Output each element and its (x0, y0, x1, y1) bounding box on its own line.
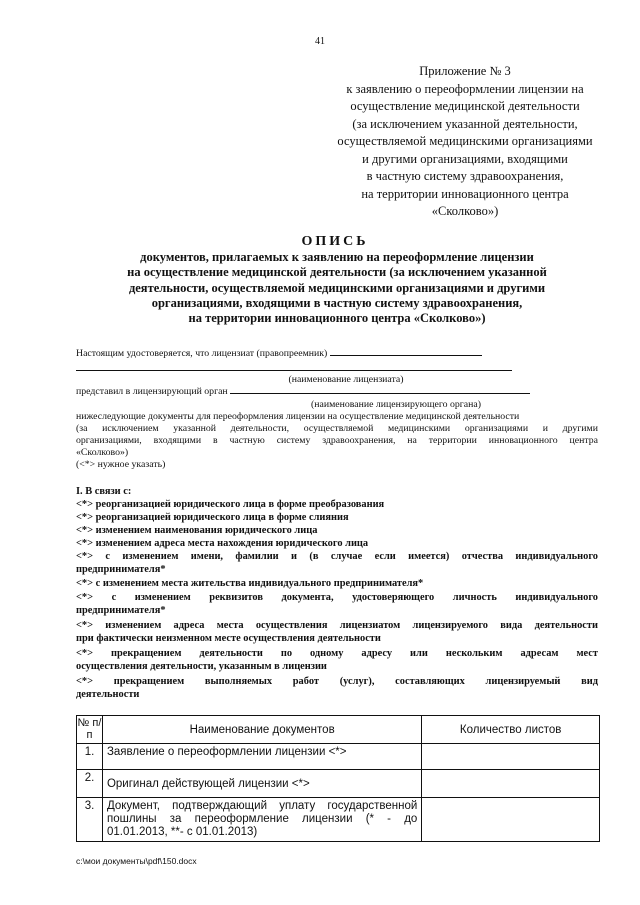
row-num: 2. (77, 770, 103, 798)
table-row (77, 744, 600, 770)
row-num: 3. (77, 798, 103, 842)
col-header-num: № п/п (77, 716, 103, 744)
appendix-line: осуществляемой медицинскими организациями (337, 134, 593, 148)
reason-line: <*> с изменением имени, фамилии и (в случае если имеется) отчества индивидуального (76, 551, 598, 562)
licensee-field[interactable] (330, 355, 482, 356)
note: (<*> нужное указать) (76, 459, 166, 470)
file-path-footer: c:\мои документы\pdf\150.docx (76, 856, 197, 866)
reason-line: предпринимателя* (76, 604, 166, 616)
row-document-name: Оригинал действующей лицензии <*> (102, 770, 421, 798)
licensee-field-continued[interactable] (76, 370, 512, 371)
docs-intro-line: организациями, входящими в частную систему здравоохранения, на территории инновационного центра (76, 435, 598, 446)
appendix-line: осуществление медицинской деятельности (350, 99, 580, 113)
docs-intro-line: «Сколково») (76, 447, 129, 458)
appendix-line: и другими организациями, входящими (362, 151, 568, 166)
row-document-name: Заявление о переоформлении лицензии <*> (102, 744, 421, 770)
document-subtitle (86, 250, 588, 326)
reason-item[interactable]: <*> реорганизацией юридического лица в форме преобразования (76, 499, 385, 510)
subtitle-line: организациями, входящими в частную систему здравоохранения, (151, 295, 523, 310)
reason-item[interactable]: <*> изменением наименования юридического лица (76, 525, 318, 536)
authority-hint: (наименование лицензирующего органа) (310, 399, 481, 410)
col-header-count: Количество листов (422, 716, 600, 744)
reason-item[interactable] (76, 676, 598, 701)
appendix-line: (за исключением указанной деятельности, (352, 116, 578, 131)
subtitle-line: на территории инновационного центра «Сколково») (188, 311, 486, 326)
submitted-row (76, 386, 598, 399)
appendix-line: к заявлению о переоформлении лицензии на (346, 81, 584, 96)
reason-line: предпринимателя* (76, 563, 166, 575)
table-row (77, 798, 600, 842)
reason-line: <*> прекращением выполняемых работ (услуг), составляющих лицензируемый вид (76, 676, 598, 687)
col-header-name: Наименование документов (102, 716, 421, 744)
certify-text: Настоящим удостоверяется, что лицензиат (правопреемник) (76, 348, 328, 359)
reason-item[interactable] (76, 620, 598, 645)
authority-field[interactable] (230, 393, 530, 394)
certify-row (76, 348, 598, 361)
documents-table (76, 715, 600, 842)
table-row (77, 770, 600, 798)
licensee-hint: (наименование лицензиата) (288, 374, 404, 385)
section-heading: I. В связи с: (76, 486, 132, 497)
document-title: ОПИСЬ (301, 234, 369, 249)
reason-line: при фактически неизменном месте осуществления деятельности (76, 632, 381, 644)
appendix-line: «Сколково») (431, 204, 499, 218)
reason-item[interactable]: <*> с изменением места жительства индивидуального предпринимателя* (76, 578, 424, 589)
subtitle-line: деятельности, осуществляемой медицинскими организациями и другими (128, 280, 546, 295)
subtitle-line: на осуществление медицинской деятельности (за исключением указанной (127, 265, 547, 280)
reason-line: <*> прекращением деятельности по одному адресу или нескольким адресам мест (76, 648, 598, 659)
submitted-text: представил в лицензирующий орган (76, 386, 228, 397)
reason-item[interactable] (76, 551, 598, 576)
appendix-header (320, 63, 610, 221)
row-document-name: Документ, подтверждающий уплату государственной пошлины за переоформление лицензии (* - до 01.01.2013, **- с 01.01.2013) (102, 798, 421, 842)
reason-item[interactable]: <*> реорганизацией юридического лица в форме слияния (76, 512, 349, 523)
docs-intro-line: (за исключением указанной деятельности, осуществляемой медицинскими организациями и другими (76, 423, 598, 434)
reason-item[interactable]: <*> изменением адреса места нахождения юридического лица (76, 538, 369, 549)
row-sheet-count[interactable] (422, 744, 600, 770)
appendix-line: на территории инновационного центра (361, 186, 569, 201)
row-sheet-count[interactable] (422, 770, 600, 798)
page-number: 41 (315, 36, 325, 47)
row-num: 1. (77, 744, 103, 770)
appendix-line: в частную систему здравоохранения, (366, 169, 564, 183)
appendix-line: Приложение № 3 (419, 64, 511, 78)
reason-line: деятельности (76, 688, 140, 700)
table-header-row (77, 716, 600, 744)
reason-line: <*> с изменением реквизитов документа, удостоверяющего личность индивидуального (76, 592, 598, 603)
subtitle-line: документов, прилагаемых к заявлению на переоформление лицензии (140, 250, 534, 264)
docs-intro-line: нижеследующие документы для переоформления лицензии на осуществление медицинской деятельности (76, 411, 520, 422)
reason-line: <*> изменением адреса места осуществления лицензиатом лицензируемого вида деятельности (76, 620, 598, 631)
reason-item[interactable] (76, 592, 598, 617)
row-sheet-count[interactable] (422, 798, 600, 842)
reason-line: осуществления деятельности, указанным в лицензии (76, 660, 327, 672)
reason-item[interactable] (76, 648, 598, 673)
